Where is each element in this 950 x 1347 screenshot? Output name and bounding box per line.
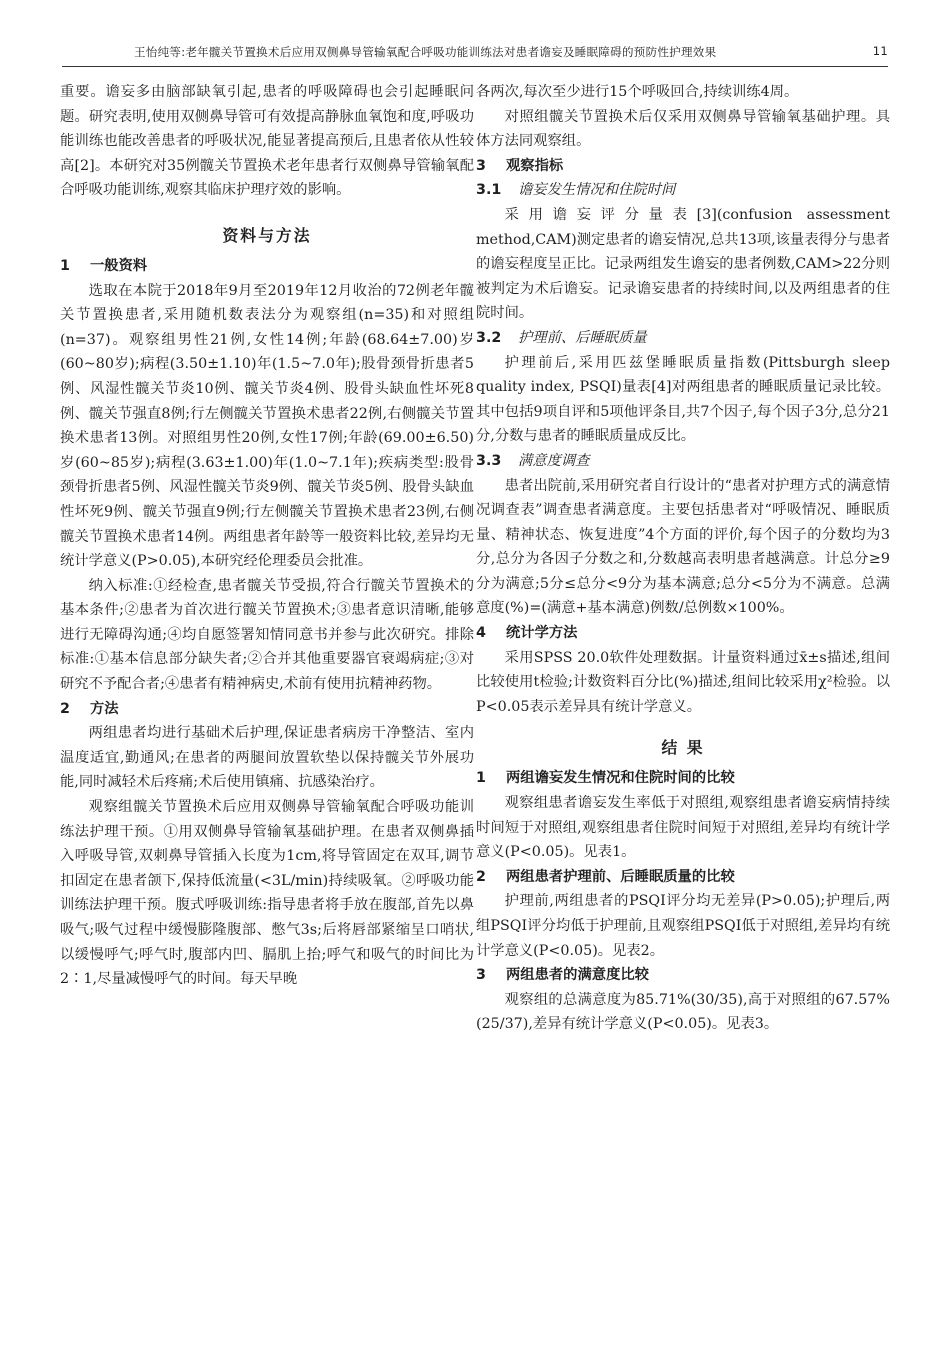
section-statistics: 4 统计学方法 (476, 625, 578, 642)
header-rule (62, 66, 888, 67)
results-heading: 结 果 (661, 738, 705, 758)
control-group-paragraph: 对照组髋关节置换术后仅采用双侧鼻导管输氧基础护理。具体方法同观察组。 (476, 108, 890, 150)
materials-methods-heading: 资料与方法 (222, 225, 312, 245)
subsection-satisfaction: 3.3 满意度调查 (476, 452, 590, 469)
section-general-data: 1 一般资料 (60, 257, 148, 274)
basic-care-paragraph: 两组患者均进行基础术后护理,保证患者病房干净整洁、室内温度适宜,勤通风;在患者的两腿间放置软垫以保持髋关节外展功能,同时减轻术后疼痛;术后使用镇痛、抗感染治疗。 (60, 725, 474, 791)
subsection-delirium: 3.1 谵妄发生情况和住院时间 (476, 182, 676, 199)
observation-group-paragraph: 观察组髋关节置换术后应用双侧鼻导管输氧配合呼吸功能训练法护理干预。①用双侧鼻导管输氧基础护理。在患者双侧鼻插入呼吸导管,双刺鼻导管插入长度为1cm,将导管固定在双耳,调节扣固定在患者颌下,保持低流量(<3L/min)持续吸氧。②呼吸功能训练法护理干预。腹式呼吸训练:指导患者将手放在腹部,首先以鼻吸气;吸气过程中缓慢膨隆腹部、憋气3s;后将唇部紧缩呈口哨状,以缓慢呼气;呼气时,腹部内凹、膈肌上抬;呼气和吸气的时间比为2∶1,尽量减慢呼气的时间。每天早晚 (60, 799, 474, 988)
section-methods: 2 方法 (60, 700, 119, 717)
section-indicators: 3 观察指标 (476, 157, 564, 174)
result-satisfaction-title: 3 两组患者的满意度比较 (476, 967, 649, 984)
statistics-paragraph: 采用SPSS 20.0软件处理数据。计量资料通过x̄±s描述,组间比较使用t检验;计数资料百分比(%)描述,组间比较采用χ²检验。以P<0.05表示差异具有统计学意义。 (476, 649, 890, 715)
running-title: 王怡纯等:老年髋关节置换术后应用双侧鼻导管输氧配合呼吸功能训练法对患者谵妄及睡眠障碍的预防性护理效果 (134, 45, 717, 59)
sleep-paragraph: 护理前后,采用匹兹堡睡眠质量指数(Pittsburgh sleep quality index, PSQI)量表[4]对两组患者的睡眠质量记录比较。其中包括9项自评和5项他评条目,共7个因子,每个因子3分,总分21分,分数与患者的睡眠质量成反比。 (476, 354, 890, 445)
left-column (60, 80, 474, 992)
continued-paragraph: 各两次,每次至少进行15个呼吸回合,持续训练4周。 (476, 84, 799, 100)
result-delirium-title: 1 两组谵妄发生情况和住院时间的比较 (476, 770, 735, 787)
satisfaction-paragraph: 患者出院前,采用研究者自行设计的“患者对护理方式的满意情况调查表”调查患者满意度。主要包括患者对“呼吸情况、睡眠质量、精神状态、恢复进度”4个方面的评价,每个因子的分数均为3分,总分为各因子分数之和,分数越高表明患者越满意。计总分≥9分为满意;5分≤总分<9分为基本满意;总分<5分为不满意。总满意度(%)=(满意+基本满意)例数/总例数×100%。 (476, 477, 890, 617)
general-data-paragraph: 选取在本院于2018年9月至2019年12月收治的72例老年髋关节置换患者,采用随机数表法分为观察组(n=35)和对照组(n=37)。观察组男性21例,女性14例;年龄(68.64±7.00)岁(60~80岁);病程(3.50±1.10)年(1.5~7.0年);股骨颈骨折患者5例、风湿性髋关节炎10例、髋关节炎4例、股骨头缺血性坏死8例、髋关节强直8例;行左侧髋关节置换术患者22例,右侧髋关节置换术患者13例。对照组男性20例,女性17例;年龄(69.00±6.50)岁(60~85岁);病程(3.63±1.00)年(1.0~7.1年);疾病类型:股骨颈骨折患者5例、风湿性髋关节炎9例、髋关节炎5例、股骨头缺血性坏死9例、髋关节强直9例;行左侧髋关节置换术患者23例,右侧髋关节置换术患者14例。两组患者年龄等一般资料比较,差异均无统计学意义(P>0.05),本研究经伦理委员会批准。 (60, 282, 474, 570)
result-sleep-paragraph: 护理前,两组患者的PSQI评分均无差异(P>0.05);护理后,两组PSQI评分均低于护理前,且观察组PSQI低于对照组,差异均有统计学意义(P<0.05)。见表2。 (476, 893, 890, 959)
result-sleep-title: 2 两组患者护理前、后睡眠质量的比较 (476, 868, 735, 885)
criteria-paragraph: 纳入标准:①经检查,患者髋关节受损,符合行髋关节置换术的基本条件;②患者为首次进行髋关节置换术;③患者意识清晰,能够进行无障碍沟通;④均自愿签署知情同意书并参与此次研究。排除标准:①基本信息部分缺失者;②合并其他重要器官衰竭病症;③对研究不予配合者;④患者有精神病史,术前有使用抗精神药物。 (60, 577, 474, 693)
intro-paragraph: 重要。谵妄多由脑部缺氧引起,患者的呼吸障碍也会引起睡眠问题。研究表明,使用双侧鼻导管可有效提高静脉血氧饱和度,呼吸功能训练也能改善患者的呼吸状况,能显著提高预后,且患者依从性较高[2]。本研究对35例髋关节置换术老年患者行双侧鼻导管输氧配合呼吸功能训练,观察其临床护理疗效的影响。 (60, 84, 474, 199)
result-delirium-paragraph: 观察组患者谵妄发生率低于对照组,观察组患者谵妄病情持续时间短于对照组,观察组患者住院时间短于对照组,差异均有统计学意义(P<0.05)。见表1。 (476, 795, 890, 861)
result-satisfaction-paragraph: 观察组的总满意度为85.71%(30/35),高于对照组的67.57%(25/37),差异有统计学意义(P<0.05)。见表3。 (476, 991, 890, 1033)
subsection-sleep: 3.2 护理前、后睡眠质量 (476, 329, 647, 346)
page-number: 11 (872, 44, 888, 58)
delirium-paragraph: 采用谵妄评分量表[3](confusion assessment method,CAM)测定患者的谵妄情况,总共13项,该量表得分与患者的谵妄程度呈正比。记录两组发生谵妄的患者例数,CAM>22分则被判定为术后谵妄。记录谵妄患者的持续时间,以及两组患者的住院时间。 (476, 206, 890, 322)
right-column (476, 80, 890, 1037)
running-header (62, 44, 888, 62)
